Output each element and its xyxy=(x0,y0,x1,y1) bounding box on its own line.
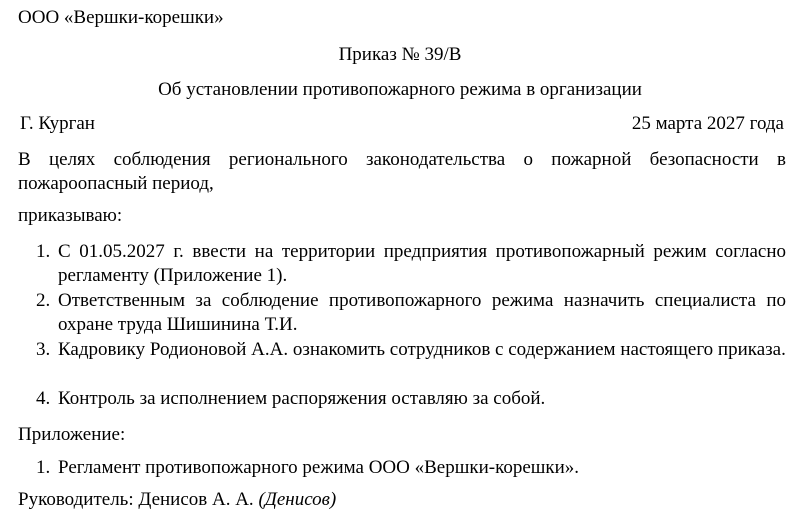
list-item-number: 1. xyxy=(36,241,51,262)
list-item-number: 3. xyxy=(36,339,51,360)
appendix-label: Приложение: xyxy=(18,424,126,445)
handwritten-signature: (Денисов) xyxy=(258,489,337,510)
order-subject: Об установлении противопожарного режима в организации xyxy=(158,79,642,100)
order-word: приказываю: xyxy=(18,205,123,226)
city: Г. Курган xyxy=(20,113,95,134)
signature-label: Руководитель: Денисов А. А. xyxy=(18,489,254,510)
list-item-number: 2. xyxy=(36,290,51,311)
list-item: С 01.05.2027 г. ввести на территории предприятия противопожарный режим согласно регламенту (Приложение 1). xyxy=(58,241,786,286)
preamble: В целях соблюдения регионального законодательства о пожарной безопасности в пожароопасный период, xyxy=(18,149,786,194)
list-item: Кадровику Родионовой А.А. ознакомить сотрудников с содержанием настоящего приказа. xyxy=(58,339,786,360)
order-date: 25 марта 2027 года xyxy=(631,113,784,134)
signature-line xyxy=(18,488,336,512)
appendix-item: Регламент противопожарного режима ООО «Вершки-корешки». xyxy=(58,457,580,478)
list-item-number: 4. xyxy=(36,388,51,409)
list-item: Контроль за исполнением распоряжения оставляю за собой. xyxy=(58,388,546,409)
order-title: Приказ № 39/В xyxy=(338,44,462,65)
list-item: Ответственным за соблюдение противопожарного режима назначить специалиста по охране труда Шишинина Т.И. xyxy=(58,290,786,335)
appendix-item-number: 1. xyxy=(36,457,51,478)
organization-name: ООО «Вершки-корешки» xyxy=(18,7,224,28)
